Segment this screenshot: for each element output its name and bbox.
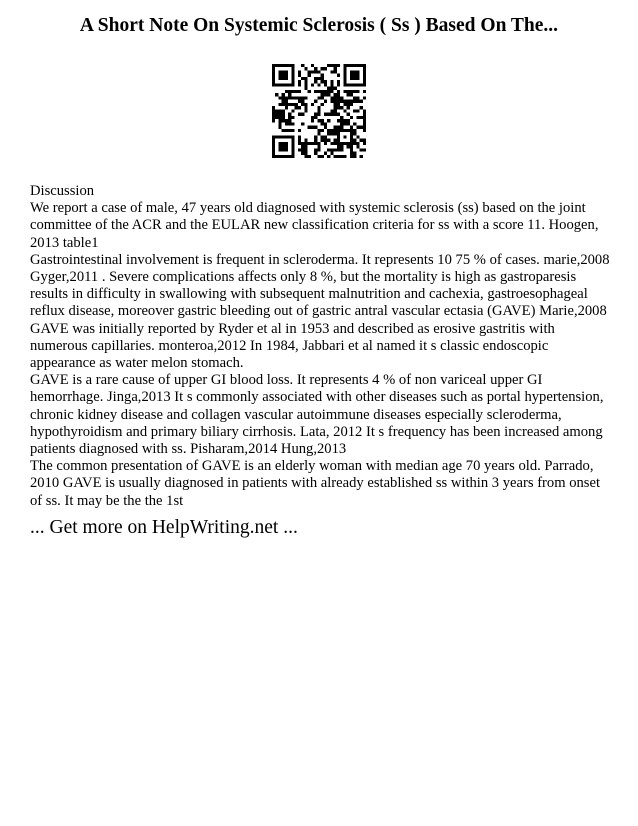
paragraph: Gastrointestinal involvement is frequent in scleroderma. It represents 10 75 % of cases. marie,2008 Gyger,2011 . Severe complications affects only 8 %, but the mortality is high as gastroparesis results in difficulty in swallowing with subsequent malnutrition and cachexia, gastroesophageal reflux disease, moreover gastric bleeding out of gastric antral vascular ectasia (GAVE) Marie,2008 <box>30 251 610 320</box>
article-body <box>30 183 610 510</box>
section-heading: Discussion <box>30 183 95 199</box>
paragraph: GAVE is a rare cause of upper GI blood loss. It represents 4 % of non variceal upper GI hemorrhage. Jinga,2013 It s commonly associated with other diseases such as portal hypertension, chronic kidney disease and collagen vascular autoimmune diseases especially scleroderma, hypothyroidism and primary biliary cirrhosis. Lata, 2012 It s frequency has been increased among patients diagnosed with ss. Pisharam,2014 Hung,2013 <box>30 372 604 458</box>
qr-code-graphic <box>272 64 366 158</box>
qr-code-icon <box>272 64 366 158</box>
paragraph: GAVE was initially reported by Ryder et al in 1953 and described as erosive gastritis with numerous capillaries. monteroa,2012 In 1984, Jabbari et al named it s classic endoscopic appearance as water melon stomach. <box>30 320 555 372</box>
get-more-link[interactable]: ... Get more on HelpWriting.net ... <box>30 517 298 538</box>
paragraph: We report a case of male, 47 years old diagnosed with systemic sclerosis (ss) based on the joint committee of the ACR and the EULAR new classification criteria for ss with a score 11. Hoogen, 2013 table1 <box>30 200 599 251</box>
paragraph: The common presentation of GAVE is an elderly woman with median age 70 years old. Parrado, 2010 GAVE is usually diagnosed in patients with already established ss within 3 years from onset of ss. It may be the the 1st <box>30 458 601 509</box>
page-title: A Short Note On Systemic Sclerosis ( Ss ) Based On The... <box>79 15 559 36</box>
